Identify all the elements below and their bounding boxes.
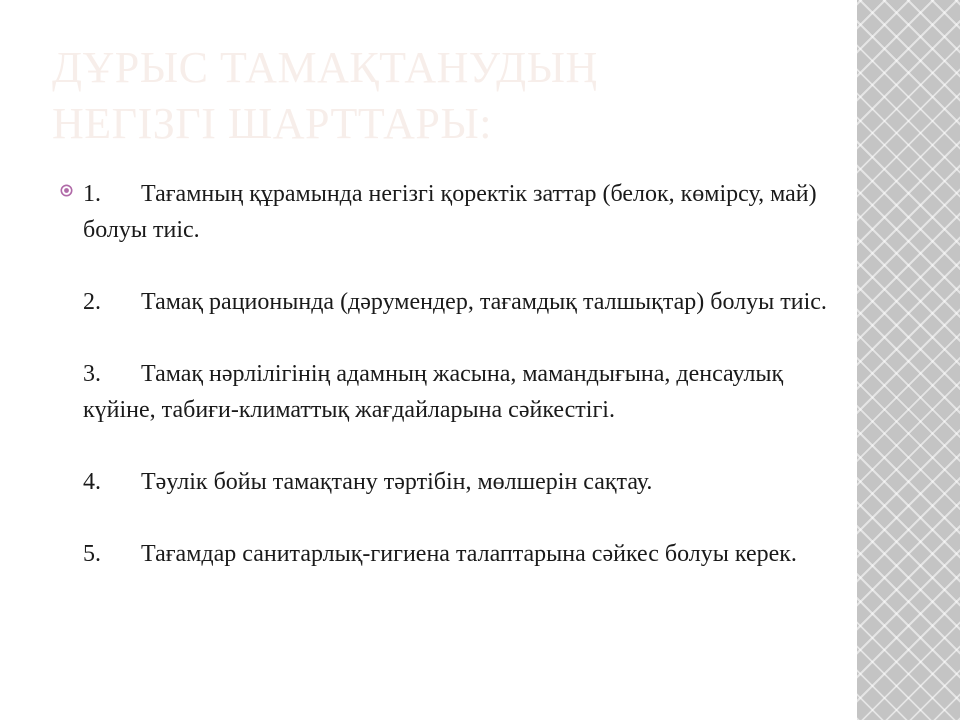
title-line: ДҰРЫС ТАМАҚТАНУДЫҢ — [52, 43, 598, 92]
list-item — [83, 464, 830, 500]
title-line: НЕГІЗГІ ШАРТТАРЫ: — [52, 99, 492, 148]
circle-bullet-icon — [60, 184, 73, 197]
item-text: Тамақ нәрлілігінің адамның жасына, мамандығына, денсаулық күйіне, табиғи-климаттық жағдайларына сәйкестігі. — [83, 361, 784, 423]
item-number: 2. — [83, 289, 101, 315]
decorative-side-panel — [857, 0, 960, 720]
list-item — [83, 284, 830, 320]
item-text: Тамақ рационында (дәрумендер, тағамдық талшықтар) болуы тиіс. — [141, 289, 827, 315]
item-number: 1. — [83, 181, 101, 207]
numbered-list — [83, 176, 830, 572]
item-number: 5. — [83, 541, 101, 567]
item-text: Тағамдар санитарлық-гигиена талаптарына сәйкес болуы керек. — [141, 541, 797, 567]
list-item — [83, 536, 830, 572]
list-item — [83, 176, 830, 248]
item-text: Тәулік бойы тамақтану тәртібін, мөлшерін сақтау. — [141, 469, 653, 495]
item-number: 3. — [83, 361, 101, 387]
slide-content — [60, 176, 830, 572]
item-number: 4. — [83, 469, 101, 495]
slide-title — [52, 40, 832, 152]
list-item — [83, 356, 830, 428]
item-text: Тағамның құрамында негізгі қоректік заттар (белок, көмірсу, май) болуы тиіс. — [83, 181, 817, 243]
